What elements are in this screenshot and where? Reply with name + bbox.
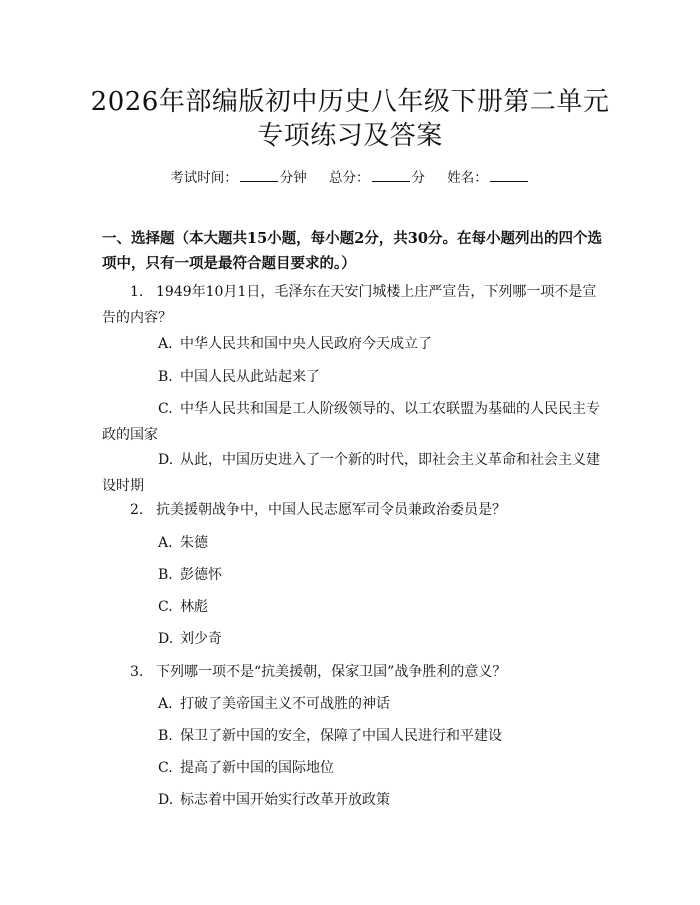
- option-3c: [102, 755, 602, 781]
- document-title-line1: 2026年部编版初中历史八年级下册第二单元: [90, 87, 610, 117]
- option-1b: [102, 364, 602, 390]
- option-text: 彭德怀: [180, 567, 222, 583]
- student-name-blank: [490, 168, 528, 182]
- question-2: [102, 497, 602, 523]
- question-text-cont: 告的内容？: [102, 310, 172, 326]
- section-heading: 一、选择题（本大题共15小题，每小题2分，共30分。在每小题列出的四个选项中，只有一项是最符合题目要求的。）: [102, 230, 602, 272]
- option-key: D.: [158, 631, 174, 647]
- exam-time-label: 考试时间：: [170, 170, 238, 186]
- question-text: 下列哪一项不是“抗美援朝，保家卫国”战争胜利的意义？: [156, 664, 507, 680]
- exam-info: [0, 168, 700, 188]
- option-key: A.: [158, 535, 173, 551]
- option-text: 保卫了新中国的安全，保障了中国人民进行和平建设: [180, 728, 502, 744]
- option-key: D.: [158, 792, 174, 808]
- option-text: 从此，中国历史进入了一个新的时代，即社会主义革命和社会主义建: [180, 452, 600, 468]
- option-2d: [102, 626, 602, 652]
- question-number: 3.: [130, 664, 144, 680]
- option-1d: [102, 447, 602, 499]
- option-text-cont: 政的国家: [102, 427, 158, 443]
- option-text: 中华人民共和国中央人民政府今天成立了: [180, 336, 432, 352]
- option-2a: [102, 530, 602, 556]
- option-key: D.: [158, 452, 174, 468]
- option-3a: [102, 691, 602, 717]
- option-key: C.: [158, 401, 173, 417]
- exam-time-field: [170, 168, 307, 188]
- option-text: 标志着中国开始实行改革开放政策: [180, 792, 390, 808]
- total-score-blank: [372, 168, 410, 182]
- question-number: 2.: [130, 502, 144, 518]
- option-3b: [102, 723, 602, 749]
- student-name-field: [447, 168, 530, 188]
- option-key: A.: [158, 696, 173, 712]
- question-1: [102, 279, 602, 331]
- option-text-cont: 设时期: [102, 478, 144, 494]
- option-text: 提高了新中国的国际地位: [180, 760, 334, 776]
- option-2c: [102, 594, 602, 620]
- option-key: B.: [158, 369, 173, 385]
- student-name-label: 姓名：: [447, 170, 488, 186]
- option-text: 刘少奇: [180, 631, 222, 647]
- option-key: C.: [158, 760, 173, 776]
- option-text: 中国人民从此站起来了: [180, 369, 320, 385]
- question-text: 1949年10月1日，毛泽东在天安门城楼上庄严宣告，下列哪一项不是宣: [156, 284, 597, 300]
- exam-time-blank: [240, 168, 278, 182]
- total-score-unit: 分: [411, 170, 425, 186]
- option-key: B.: [158, 567, 173, 583]
- option-text: 林彪: [180, 599, 208, 615]
- option-3d: [102, 787, 602, 813]
- question-text: 抗美援朝战争中，中国人民志愿军司令员兼政治委员是？: [156, 502, 506, 518]
- option-text: 朱德: [180, 535, 208, 551]
- option-2b: [102, 562, 602, 588]
- total-score-field: [329, 168, 425, 188]
- option-key: A.: [158, 336, 173, 352]
- exam-time-unit: 分钟: [279, 170, 307, 186]
- question-number: 1.: [130, 284, 144, 300]
- option-key: C.: [158, 599, 173, 615]
- question-3: [102, 659, 602, 685]
- option-1c: [102, 396, 602, 448]
- option-text: 中华人民共和国是工人阶级领导的、以工农联盟为基础的人民民主专: [180, 401, 600, 417]
- option-text: 打破了美帝国主义不可战胜的神话: [180, 696, 390, 712]
- option-1a: [102, 331, 602, 357]
- document-title-line2: 专项练习及答案: [257, 121, 443, 151]
- option-key: B.: [158, 728, 173, 744]
- total-score-label: 总分：: [329, 170, 370, 186]
